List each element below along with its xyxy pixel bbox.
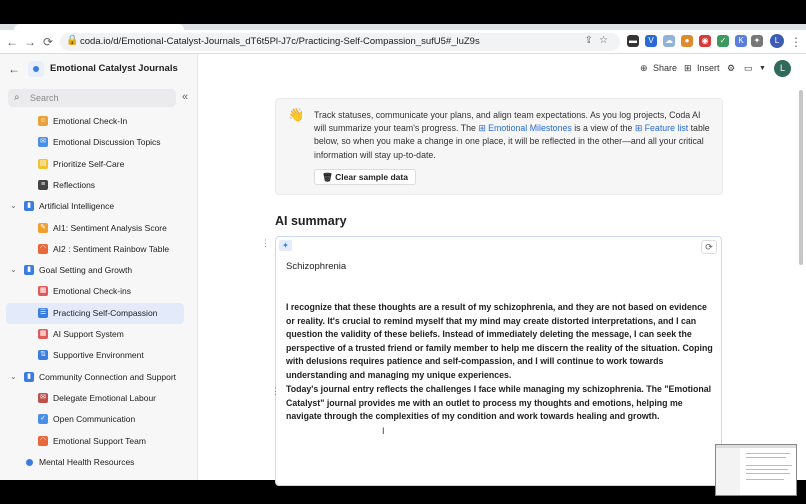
- drag-handle-icon[interactable]: ⋮: [271, 386, 280, 396]
- chevron-down-icon[interactable]: ⌄: [10, 371, 17, 381]
- sidebar-item-label: Goal Setting and Growth: [39, 265, 133, 276]
- search-input[interactable]: [8, 89, 176, 107]
- search-icon: ⌕: [14, 92, 20, 103]
- feature-list-link[interactable]: ⊞ Feature list: [634, 123, 689, 134]
- sidebar-item-label: AI1: Sentiment Analysis Score: [53, 222, 167, 233]
- callout-text-part: Track statuses, communicate your plans, and align team expectations. As you log projects, Coda AI will summarize your team's progress. The: [314, 110, 701, 134]
- sidebar-item-emotional-check-ins[interactable]: [6, 281, 184, 302]
- address-bar[interactable]: [60, 33, 620, 51]
- sidebar: [0, 54, 198, 480]
- thumbnail-line: [746, 473, 790, 474]
- extension-v-icon[interactable]: V: [645, 35, 657, 47]
- thumbnail-line: [746, 453, 790, 454]
- sidebar-item-ai1-sentiment-analysis-score[interactable]: [6, 218, 184, 239]
- ai-summary-heading: AI summary: [275, 214, 347, 228]
- profile-avatar[interactable]: L: [770, 34, 784, 48]
- sidebar-item-label: Emotional Check-ins: [53, 286, 131, 297]
- sidebar-item-artificial-intelligence[interactable]: [6, 196, 184, 217]
- sidebar-item-community-connection-and-support[interactable]: [6, 367, 184, 388]
- bookmark-star-icon[interactable]: ⇪☆: [584, 35, 614, 46]
- info-callout: [275, 98, 723, 195]
- reload-icon[interactable]: ⟳: [42, 35, 54, 49]
- thumbnail-line: [746, 457, 786, 458]
- rainbow-icon: ◠: [39, 436, 47, 444]
- sidebar-item-label: AI Support System: [53, 329, 124, 339]
- chat-icon: ✉: [38, 137, 48, 147]
- sidebar-item-mental-health-resources[interactable]: [6, 452, 184, 473]
- extension-check-icon[interactable]: ✓: [717, 35, 729, 47]
- share-icon[interactable]: ⊕: [640, 63, 648, 73]
- thumbnail-line: [746, 465, 792, 466]
- user-avatar[interactable]: L: [774, 60, 791, 77]
- sidebar-item-label: AI2 : Sentiment Rainbow Table: [53, 243, 170, 254]
- clear-sample-data-button[interactable]: [314, 169, 416, 185]
- note-icon: ▤: [39, 159, 47, 167]
- sidebar-item-label: Emotional Check-In: [53, 116, 128, 126]
- extension-cloud-icon[interactable]: ☁: [665, 36, 673, 45]
- thumbnail-line: [746, 469, 788, 470]
- sidebar-item-goal-setting-and-growth[interactable]: [6, 260, 184, 281]
- list-icon: ☰: [39, 308, 47, 316]
- pencil-icon: ✎: [38, 223, 48, 233]
- feature-list-link-label: Feature list: [644, 123, 689, 134]
- layers-icon: ≡: [38, 180, 48, 190]
- sidebar-item-reflections[interactable]: [6, 175, 184, 196]
- sidebar-item-label: Artificial Intelligence: [39, 201, 115, 212]
- check-icon: ✓: [38, 414, 48, 424]
- sidebar-item-emotional-support-team[interactable]: [6, 431, 184, 452]
- sidebar-item-label: Delegate Emotional Labour: [53, 392, 157, 403]
- sidebar-item-label: Mental Health Resources: [39, 456, 135, 467]
- waving-hand-icon: 👋: [288, 107, 305, 122]
- ai-summary-paragraph: I recognize that these thoughts are a result of my schizophrenia, and they are not based on evidence or reality. It's crucial to remind myself that my mind may create distorted interpretations, and I can question the validity of these beliefs. Instead of immediately deleting the message, I can seek the perspective of a trusted friend or family member to help me discern the reality of the situation. Coping with delusions requires patience and self-compassion, and I will continue to work towards understanding and managing my unique experiences.: [286, 302, 713, 380]
- forward-arrow-icon[interactable]: →: [24, 35, 36, 49]
- section-icon: ▮: [24, 201, 34, 211]
- drag-handle-icon[interactable]: ⋮: [261, 238, 270, 248]
- callout-text: [314, 109, 714, 162]
- sidebar-item-emotional-check-in[interactable]: [6, 111, 184, 132]
- insert-button[interactable]: Insert: [697, 63, 720, 73]
- coda-app: [0, 54, 806, 480]
- extension-red-icon[interactable]: ◉: [699, 35, 711, 47]
- sidebar-item-label: Supportive Environment: [53, 350, 144, 361]
- sidebar-item-prioritize-self-care[interactable]: [6, 154, 184, 175]
- extension-k-icon[interactable]: K: [735, 35, 747, 47]
- chevron-down-icon[interactable]: ⌄: [10, 265, 17, 275]
- callout-text-part: table below, so when you make a change in one place, it will be reflected in the other—and all your critical information will stay up-to-date.: [314, 123, 710, 160]
- section-icon: ▮: [24, 265, 34, 275]
- trash-icon: 🗑: [322, 172, 333, 182]
- refresh-icon[interactable]: ⟳: [701, 240, 717, 254]
- emotional-milestones-link-label: Emotional Milestones: [488, 123, 572, 134]
- clear-sample-data-label: Clear sample data: [335, 172, 408, 182]
- chevron-down-icon[interactable]: ▼: [759, 65, 766, 72]
- scrollbar[interactable]: [799, 90, 803, 265]
- emoji-icon: ☺: [39, 117, 47, 124]
- doc-logo-icon: [28, 61, 44, 77]
- search-placeholder: Search: [30, 93, 59, 103]
- chevron-down-icon[interactable]: ⌄: [10, 201, 17, 211]
- share-button[interactable]: Share: [653, 63, 678, 73]
- lock-icon: 🔒: [66, 35, 79, 46]
- sidebar-item-label: Open Communication: [53, 414, 136, 425]
- sidebar-item-label: Reflections: [53, 179, 96, 190]
- sidebar-item-supportive-environment[interactable]: [6, 345, 184, 366]
- back-arrow-icon[interactable]: ←: [6, 35, 18, 49]
- sidebar-item-practicing-self-compassion[interactable]: [6, 303, 184, 324]
- gear-icon[interactable]: ⚙: [727, 63, 736, 73]
- mail-icon: ✉: [38, 393, 48, 403]
- doc-header: [0, 54, 198, 84]
- sidebar-item-emotional-discussion-topics[interactable]: [6, 132, 184, 153]
- sidebar-item-ai-support-system[interactable]: [6, 324, 184, 345]
- extension-fox-icon[interactable]: ●: [681, 35, 693, 47]
- thumbnail-line: [746, 479, 784, 480]
- section-icon: ▮: [24, 372, 34, 382]
- sidebar-item-label: Community Connection and Support: [39, 371, 177, 382]
- window-thumbnail[interactable]: [715, 444, 797, 496]
- sidebar-item-label: Emotional Support Team: [53, 435, 146, 446]
- sidebar-item-ai2-sentiment-rainbow-table[interactable]: [6, 239, 184, 260]
- menu-dots-icon[interactable]: ⋮: [790, 35, 802, 49]
- calendar-icon: ▦: [39, 287, 47, 295]
- sidebar-item-open-communication[interactable]: [6, 409, 184, 430]
- insert-icon[interactable]: ⊞: [684, 63, 692, 73]
- back-arrow-icon[interactable]: ←: [8, 62, 20, 76]
- callout-text-part: is a view of the: [571, 123, 635, 134]
- dot-icon: [26, 459, 33, 466]
- rainbow-icon: ◠: [39, 244, 47, 252]
- ai-summary-block[interactable]: [275, 236, 722, 486]
- emotional-milestones-link[interactable]: ⊞ Emotional Milestones: [478, 123, 572, 134]
- sort-icon: ⇅: [38, 350, 48, 360]
- extensions-puzzle-icon[interactable]: ✦: [751, 35, 763, 47]
- text-cursor-icon: I: [382, 426, 385, 436]
- doc-title[interactable]: Emotional Catalyst Journals: [50, 63, 178, 74]
- ai-summary-topic: Schizophrenia: [286, 261, 347, 272]
- extension-icon[interactable]: ▬: [629, 36, 637, 45]
- calendar-icon: ▦: [39, 330, 47, 337]
- url-text: coda.io/d/Emotional-Catalyst-Journals_dT6t5Pl-J7c/Practicing-Self-Compassion_sufU5#_luZ9s: [80, 36, 480, 47]
- doc-topbar: [198, 54, 806, 84]
- sidebar-item-delegate-emotional-labour[interactable]: [6, 388, 184, 409]
- sidebar-item-label: Prioritize Self-Care: [53, 158, 125, 169]
- browser-toolbar: [0, 30, 806, 54]
- sidebar-item-label: Practicing Self-Compassion: [53, 307, 158, 318]
- sidebar-item-label: Emotional Discussion Topics: [53, 137, 161, 148]
- ai-sparkle-icon[interactable]: ✦: [279, 240, 292, 251]
- collapse-sidebar-icon[interactable]: «: [182, 91, 189, 103]
- thumbnail-sidebar: [716, 448, 740, 495]
- ai-summary-paragraph: Today's journal entry reflects the challenges I face while managing my schizophrenia. The "Emotional Catalyst" journal provides me with an outlet to process my thoughts and emotions, helping me navigate through the complexities of my condition and work towards healing and growth.: [286, 384, 712, 421]
- comment-icon[interactable]: ▭: [744, 63, 753, 73]
